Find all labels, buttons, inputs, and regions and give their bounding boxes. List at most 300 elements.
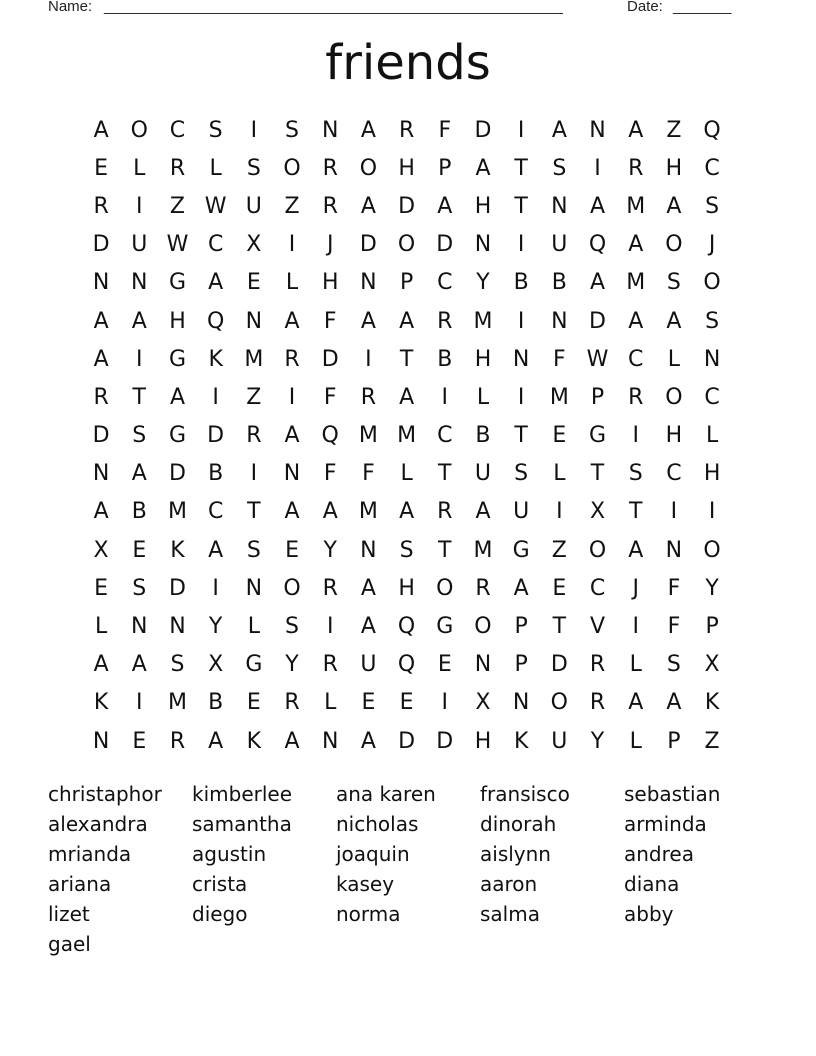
word-list-item: sebastian: [624, 782, 721, 806]
word-list-item: kasey: [336, 872, 395, 896]
grid-letter: I: [441, 690, 449, 716]
grid-letter: P: [399, 270, 414, 296]
grid-letter: P: [705, 614, 719, 640]
grid-letter: I: [708, 499, 716, 525]
grid-letter: R: [169, 155, 186, 181]
grid-letter: A: [360, 117, 376, 143]
grid-letter: T: [438, 537, 452, 563]
grid-letter: Z: [704, 728, 720, 754]
word-list-item: aaron: [480, 872, 538, 896]
grid-letter: E: [399, 690, 414, 716]
grid-letter: A: [513, 575, 529, 601]
grid-letter: A: [208, 270, 224, 296]
word-list: [48, 779, 788, 959]
grid-letter: A: [93, 499, 109, 525]
grid-letter: W: [204, 193, 227, 219]
grid-letter: O: [283, 155, 301, 181]
grid-letter: B: [437, 346, 453, 372]
grid-letter: I: [250, 461, 258, 487]
grid-letter: S: [246, 155, 261, 181]
word-list-item: alexandra: [48, 812, 148, 836]
grid-letter: I: [250, 117, 258, 143]
grid-letter: X: [93, 537, 109, 563]
word-list-item: gael: [48, 932, 91, 956]
grid-letter: T: [590, 461, 605, 487]
grid-letter: A: [590, 270, 606, 296]
word-list-item: agustin: [192, 842, 267, 866]
grid-letter: D: [436, 232, 454, 258]
word-list-item: diana: [624, 872, 680, 896]
grid-letter: L: [553, 461, 566, 487]
grid-row: [82, 646, 734, 684]
date-label: Date:: [627, 0, 663, 15]
grid-row: [82, 493, 734, 531]
grid-letter: A: [93, 652, 109, 678]
grid-letter: A: [628, 690, 644, 716]
grid-letter: R: [322, 575, 338, 601]
word-list-item: andrea: [624, 842, 694, 866]
grid-letter: R: [628, 155, 644, 181]
grid-letter: R: [93, 193, 109, 219]
grid-letter: E: [437, 652, 452, 678]
grid-letter: A: [322, 499, 338, 525]
grid-letter: C: [437, 270, 453, 296]
grid-letter: T: [552, 614, 567, 640]
grid-letter: E: [552, 575, 567, 601]
grid-letter: L: [629, 728, 642, 754]
grid-letter: M: [549, 384, 569, 410]
grid-letter: Q: [397, 614, 416, 640]
grid-letter: D: [436, 728, 454, 754]
grid-letter: S: [132, 423, 147, 449]
grid-letter: D: [207, 423, 225, 449]
grid-letter: L: [285, 270, 299, 296]
grid-letter: K: [208, 346, 223, 372]
grid-letter: I: [212, 384, 219, 410]
grid-letter: A: [284, 728, 300, 754]
grid-letter: Q: [321, 423, 339, 449]
grid-letter: O: [130, 117, 148, 143]
grid-letter: A: [628, 537, 644, 563]
grid-letter: O: [665, 384, 683, 410]
grid-letter: N: [131, 270, 148, 296]
word-list-item: dinorah: [480, 812, 557, 836]
grid-letter: M: [397, 423, 417, 449]
grid-letter: A: [131, 308, 147, 334]
grid-letter: N: [474, 232, 492, 258]
word-list-item: salma: [480, 902, 540, 926]
grid-letter: R: [322, 193, 338, 219]
grid-letter: M: [244, 346, 264, 372]
grid-letter: I: [212, 575, 219, 601]
grid-letter: L: [209, 155, 222, 181]
puzzle-title: friends: [325, 35, 491, 91]
grid-letter: M: [167, 499, 187, 525]
grid-row: [82, 187, 734, 225]
grid-letter: F: [667, 614, 681, 640]
grid-letter: G: [436, 614, 454, 640]
grid-letter: A: [399, 384, 415, 410]
grid-row: [82, 264, 734, 302]
grid-letter: N: [283, 461, 301, 487]
grid-letter: L: [247, 614, 260, 640]
grid-letter: N: [92, 461, 110, 487]
word-list-item: crista: [192, 872, 248, 896]
grid-letter: S: [399, 537, 414, 563]
grid-letter: A: [475, 499, 491, 525]
grid-letter: W: [166, 232, 189, 258]
grid-row: [82, 340, 734, 378]
grid-letter: P: [667, 728, 681, 754]
grid-letter: M: [626, 193, 646, 219]
grid-row: [82, 111, 734, 149]
grid-row: [82, 378, 734, 416]
grid-letter: O: [283, 575, 301, 601]
grid-letter: R: [589, 690, 606, 716]
grid-letter: E: [132, 728, 147, 754]
grid-letter: A: [666, 193, 682, 219]
grid-letter: Z: [284, 193, 300, 219]
grid-letter: T: [438, 461, 452, 487]
grid-letter: I: [136, 193, 143, 219]
grid-letter: F: [553, 346, 566, 372]
grid-letter: A: [551, 117, 567, 143]
grid-letter: K: [93, 690, 109, 716]
grid-letter: B: [475, 423, 491, 449]
grid-row: [82, 607, 734, 645]
grid-letter: T: [514, 193, 528, 219]
word-list-item: ana karen: [336, 782, 436, 806]
grid-letter: R: [437, 308, 453, 334]
grid-letter: H: [474, 193, 492, 219]
grid-letter: L: [705, 423, 719, 449]
word-list-item: lizet: [48, 902, 90, 926]
grid-letter: N: [551, 308, 568, 334]
grid-letter: I: [632, 614, 639, 640]
grid-letter: Q: [588, 232, 607, 258]
grid-letter: D: [398, 728, 416, 754]
grid-letter: R: [398, 117, 415, 143]
grid-letter: O: [588, 537, 607, 563]
grid-letter: X: [475, 690, 491, 716]
grid-letter: L: [324, 690, 337, 716]
grid-letter: B: [208, 461, 224, 487]
grid-letter: C: [589, 575, 606, 601]
grid-letter: E: [361, 690, 376, 716]
grid-letter: U: [360, 652, 377, 678]
grid-letter: Y: [285, 652, 299, 678]
grid-letter: S: [666, 652, 681, 678]
grid-letter: H: [665, 423, 683, 449]
grid-letter: M: [473, 308, 493, 334]
grid-letter: S: [285, 117, 300, 143]
grid-letter: I: [136, 346, 143, 372]
grid-letter: D: [168, 461, 186, 487]
grid-letter: H: [398, 575, 415, 601]
grid-letter: O: [703, 537, 721, 563]
grid-letter: E: [94, 575, 109, 601]
grid-letter: I: [288, 384, 296, 410]
grid-letter: A: [131, 652, 147, 678]
grid-letter: Y: [705, 575, 719, 601]
grid-letter: H: [474, 346, 492, 372]
grid-letter: H: [703, 461, 721, 487]
grid-letter: O: [474, 614, 492, 640]
grid-letter: G: [245, 652, 263, 678]
grid-letter: U: [131, 232, 148, 258]
grid-letter: T: [514, 155, 528, 181]
grid-letter: P: [514, 652, 528, 678]
grid-letter: S: [628, 461, 643, 487]
grid-letter: Z: [246, 384, 262, 410]
grid-letter: Z: [169, 193, 185, 219]
grid-letter: A: [284, 499, 300, 525]
grid-letter: U: [474, 461, 492, 487]
grid-letter: D: [359, 232, 377, 258]
grid-letter: X: [589, 499, 606, 525]
grid-letter: A: [208, 728, 224, 754]
grid-letter: N: [474, 652, 492, 678]
word-list-item: ariana: [48, 872, 112, 896]
grid-letter: K: [246, 728, 262, 754]
grid-letter: Y: [476, 270, 490, 296]
grid-letter: A: [666, 308, 682, 334]
grid-letter: A: [131, 461, 147, 487]
grid-letter: A: [360, 575, 376, 601]
grid-letter: H: [665, 155, 683, 181]
grid-letter: A: [93, 346, 109, 372]
grid-letter: I: [517, 117, 525, 143]
grid-letter: N: [512, 346, 530, 372]
word-list-item: fransisco: [480, 782, 570, 806]
grid-letter: T: [247, 499, 261, 525]
grid-letter: G: [512, 537, 530, 563]
grid-letter: A: [360, 193, 376, 219]
word-list-item: arminda: [624, 812, 707, 836]
grid-letter: I: [632, 423, 639, 449]
grid-letter: R: [322, 652, 338, 678]
grid-letter: R: [437, 499, 453, 525]
grid-letter: S: [246, 537, 261, 563]
grid-letter: N: [512, 690, 530, 716]
grid-letter: K: [170, 537, 185, 563]
grid-letter: J: [708, 232, 716, 258]
grid-letter: A: [590, 193, 606, 219]
grid-letter: U: [513, 499, 530, 525]
grid-letter: G: [168, 423, 186, 449]
grid-letter: R: [284, 690, 300, 716]
grid-letter: J: [326, 232, 334, 258]
grid-row: [82, 455, 734, 493]
grid-letter: B: [513, 270, 529, 296]
grid-letter: Y: [323, 537, 337, 563]
grid-letter: O: [359, 155, 378, 181]
grid-letter: Q: [206, 308, 225, 334]
grid-letter: X: [208, 652, 224, 678]
grid-letter: C: [437, 423, 453, 449]
grid-letter: D: [398, 193, 416, 219]
grid-letter: K: [704, 690, 720, 716]
grid-row: [82, 149, 734, 187]
grid-letter: S: [132, 575, 147, 601]
grid-letter: I: [517, 232, 525, 258]
grid-letter: R: [628, 384, 644, 410]
letter-grid: [82, 111, 734, 760]
grid-letter: A: [360, 728, 376, 754]
word-list-item: samantha: [192, 812, 292, 836]
grid-letter: I: [594, 155, 601, 181]
grid-row: [82, 226, 734, 264]
grid-letter: A: [360, 614, 376, 640]
grid-letter: N: [92, 270, 110, 296]
grid-letter: S: [552, 155, 567, 181]
grid-letter: Q: [397, 652, 416, 678]
grid-letter: I: [365, 346, 372, 372]
word-list-item: abby: [624, 902, 674, 926]
word-list-item: mrianda: [48, 842, 132, 866]
grid-letter: Q: [703, 117, 721, 143]
grid-letter: R: [284, 346, 300, 372]
grid-letter: C: [704, 384, 720, 410]
grid-letter: A: [93, 308, 109, 334]
grid-letter: N: [551, 193, 568, 219]
grid-letter: N: [360, 537, 377, 563]
grid-letter: C: [207, 499, 224, 525]
grid-letter: D: [474, 117, 492, 143]
word-list-item: kimberlee: [192, 782, 293, 806]
grid-letter: A: [628, 308, 644, 334]
grid-letter: A: [360, 308, 376, 334]
grid-letter: Y: [208, 614, 223, 640]
grid-letter: L: [476, 384, 490, 410]
grid-letter: I: [670, 499, 678, 525]
grid-letter: R: [322, 155, 338, 181]
grid-letter: I: [517, 384, 525, 410]
grid-letter: O: [665, 232, 683, 258]
grid-letter: N: [92, 728, 110, 754]
grid-letter: C: [169, 117, 186, 143]
grid-letter: L: [629, 652, 642, 678]
grid-letter: D: [92, 232, 110, 258]
grid-letter: U: [551, 728, 568, 754]
grid-letter: D: [92, 423, 110, 449]
grid-letter: M: [167, 690, 187, 716]
grid-row: [82, 722, 734, 760]
grid-letter: N: [360, 270, 377, 296]
grid-letter: G: [589, 423, 607, 449]
grid-letter: L: [400, 461, 413, 487]
grid-letter: A: [399, 499, 415, 525]
grid-letter: A: [399, 308, 415, 334]
grid-letter: O: [550, 690, 568, 716]
grid-letter: E: [132, 537, 147, 563]
word-list-item: nicholas: [336, 812, 419, 836]
grid-letter: M: [358, 499, 378, 525]
grid-letter: D: [550, 652, 568, 678]
grid-letter: F: [323, 384, 337, 410]
grid-letter: A: [169, 384, 185, 410]
grid-letter: N: [245, 575, 263, 601]
grid-letter: A: [437, 193, 453, 219]
grid-letter: I: [517, 308, 525, 334]
grid-letter: A: [284, 308, 300, 334]
grid-letter: T: [132, 384, 146, 410]
word-list-item: norma: [336, 902, 401, 926]
grid-letter: B: [208, 690, 224, 716]
grid-letter: L: [133, 155, 146, 181]
grid-letter: A: [475, 155, 491, 181]
grid-letter: O: [397, 232, 416, 258]
grid-letter: C: [207, 232, 224, 258]
grid-letter: A: [628, 117, 644, 143]
grid-row: [82, 417, 734, 455]
grid-letter: A: [666, 690, 682, 716]
grid-letter: S: [666, 270, 681, 296]
grid-letter: P: [514, 614, 528, 640]
word-list-item: christaphor: [48, 782, 162, 806]
word-list-item: aislynn: [480, 842, 551, 866]
grid-letter: L: [94, 614, 108, 640]
grid-letter: G: [168, 270, 186, 296]
grid-letter: P: [438, 155, 452, 181]
grid-letter: V: [590, 614, 606, 640]
grid-letter: D: [589, 308, 606, 334]
grid-letter: C: [628, 346, 644, 372]
grid-letter: F: [667, 575, 681, 601]
grid-letter: I: [136, 690, 143, 716]
grid-letter: N: [245, 308, 263, 334]
grid-letter: E: [246, 270, 261, 296]
grid-letter: S: [514, 461, 529, 487]
grid-letter: C: [666, 461, 682, 487]
grid-letter: R: [589, 652, 606, 678]
date-blank-line: _______: [673, 0, 732, 15]
grid-letter: B: [551, 270, 567, 296]
grid-letter: E: [246, 690, 261, 716]
grid-letter: D: [168, 575, 186, 601]
grid-letter: U: [245, 193, 262, 219]
grid-letter: C: [704, 155, 720, 181]
grid-letter: N: [703, 346, 721, 372]
grid-letter: F: [323, 308, 337, 334]
grid-letter: W: [586, 346, 609, 372]
grid-letter: T: [514, 423, 528, 449]
grid-letter: S: [170, 652, 185, 678]
grid-letter: E: [285, 537, 299, 563]
name-blank-line: _______________________________________________________: [104, 0, 563, 15]
grid-letter: Y: [590, 728, 605, 754]
grid-letter: E: [94, 155, 109, 181]
grid-letter: F: [362, 461, 375, 487]
grid-letter: R: [93, 384, 109, 410]
grid-letter: N: [131, 614, 148, 640]
grid-letter: U: [551, 232, 568, 258]
grid-letter: H: [321, 270, 339, 296]
grid-letter: T: [628, 499, 643, 525]
grid-letter: S: [705, 193, 720, 219]
grid-letter: S: [208, 117, 223, 143]
grid-letter: T: [399, 346, 414, 372]
grid-letter: N: [321, 117, 339, 143]
grid-letter: M: [626, 270, 646, 296]
grid-letter: X: [246, 232, 262, 258]
name-label: Name:: [48, 0, 93, 15]
grid-letter: M: [473, 537, 493, 563]
grid-letter: X: [704, 652, 720, 678]
grid-letter: B: [131, 499, 147, 525]
grid-letter: A: [628, 232, 644, 258]
grid-letter: H: [398, 155, 415, 181]
